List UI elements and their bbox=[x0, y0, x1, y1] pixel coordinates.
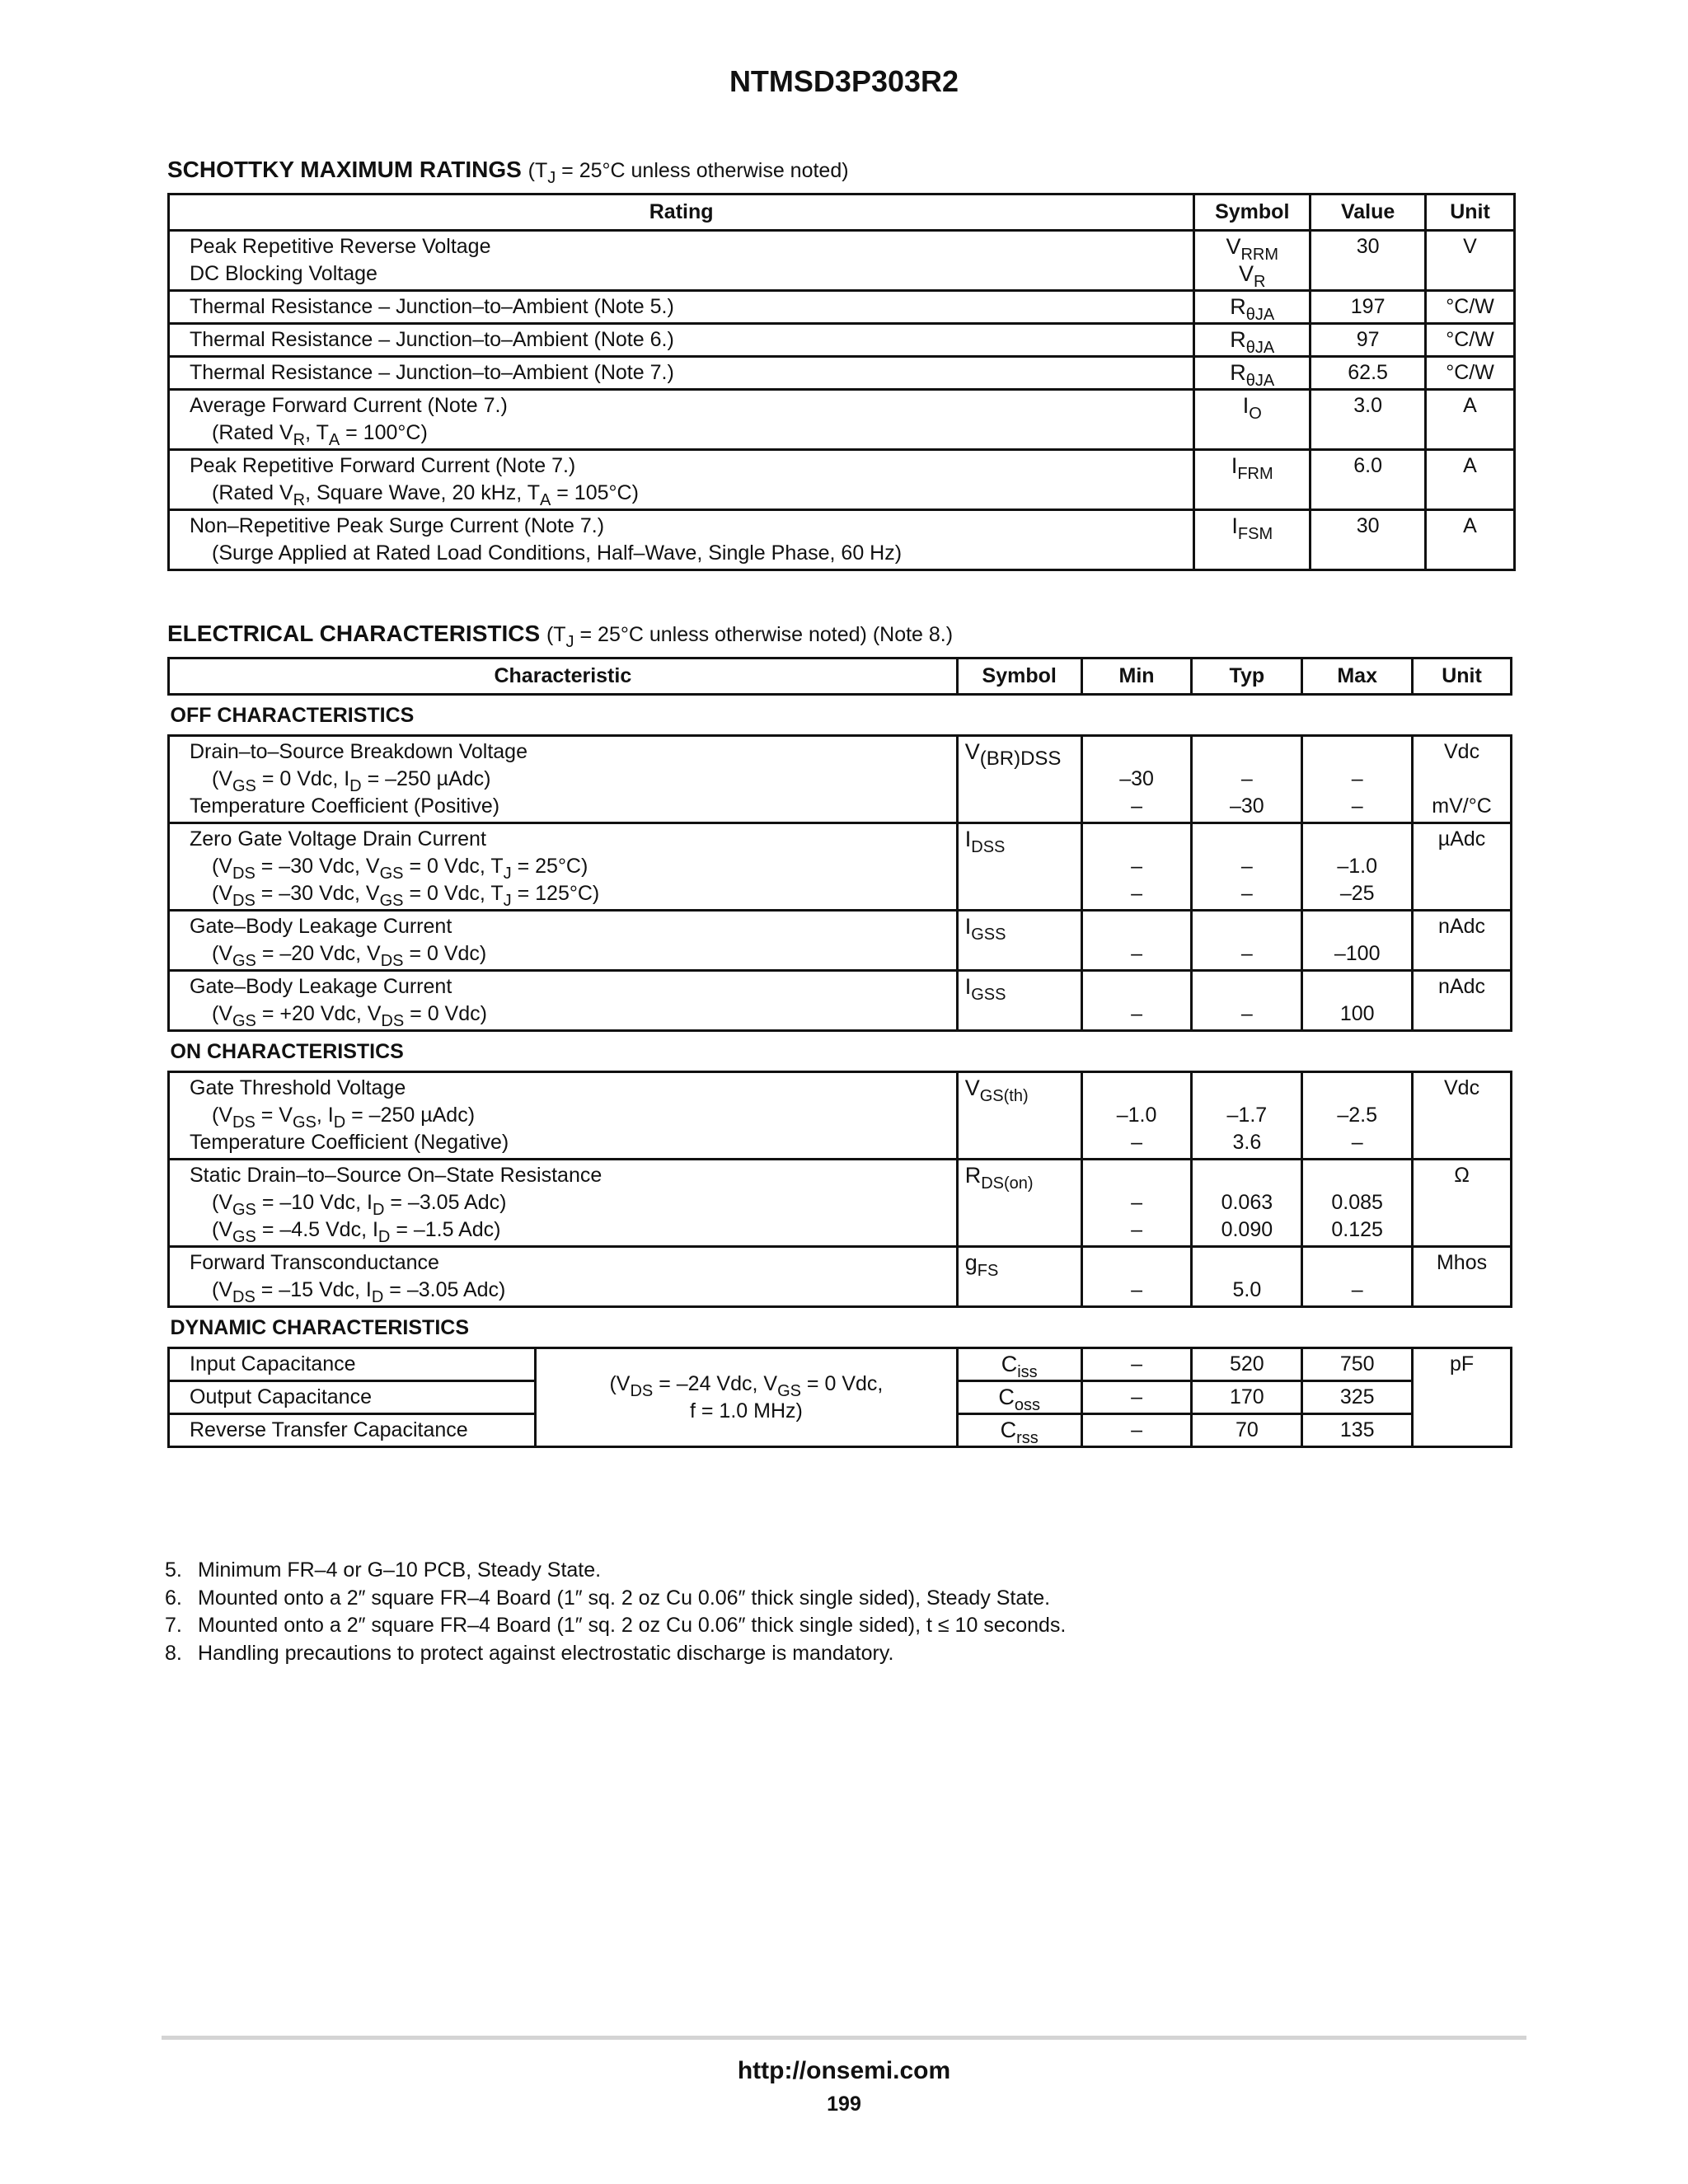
min-cell: – – bbox=[1081, 823, 1192, 911]
symbol-cell: $V_{RRM}$ $V_R$ bbox=[1194, 231, 1311, 291]
table-row bbox=[169, 450, 1515, 510]
unit-cell: µAdc bbox=[1413, 823, 1512, 911]
symbol-cell: $C_{iss}$ bbox=[957, 1348, 1081, 1381]
value-cell: 3.0 bbox=[1311, 390, 1426, 450]
typ-cell: – –30 bbox=[1192, 736, 1302, 823]
unit-cell: nAdc bbox=[1413, 911, 1512, 971]
table-row bbox=[169, 1072, 1512, 1160]
table-row bbox=[169, 231, 1515, 291]
value-cell: 6.0 bbox=[1311, 450, 1426, 510]
schottky-title: SCHOTTKY MAXIMUM RATINGS bbox=[167, 157, 522, 182]
footer-divider bbox=[162, 2036, 1526, 2040]
schottky-conditions: ($T_J = 25^\circ C$ unless otherwise noted) bbox=[528, 159, 849, 187]
footnotes bbox=[165, 1557, 1066, 1667]
unit-cell: Mhos bbox=[1413, 1247, 1512, 1307]
characteristic-cell: Gate–Body Leakage Current ($V_{GS} = -20$ Vdc, $V_{DS} = 0$ Vdc) bbox=[169, 911, 958, 971]
off-characteristics-heading: OFF CHARACTERISTICS bbox=[169, 695, 1512, 736]
value-cell: 30 bbox=[1311, 231, 1426, 291]
header-typ: Typ bbox=[1192, 658, 1302, 695]
min-cell: – bbox=[1081, 911, 1192, 971]
max-cell: –2.5 – bbox=[1302, 1072, 1413, 1160]
footnote: 8. Handling precautions to protect against electrostatic discharge is mandatory. bbox=[165, 1641, 894, 1665]
electrical-conditions: ($T_J = 25^\circ C$ unless otherwise noted) (Note 8.) bbox=[546, 623, 954, 651]
table-row bbox=[169, 1160, 1512, 1247]
rating-cell: Average Forward Current (Note 7.) (Rated $V_R$, $T_A = 100^\circ C$) bbox=[169, 390, 1194, 450]
page-title: NTMSD3P303R2 bbox=[729, 64, 959, 98]
footnote: 5. Minimum FR–4 or G–10 PCB, Steady State. bbox=[165, 1558, 602, 1582]
rating-cell: Thermal Resistance – Junction–to–Ambient (Note 5.) bbox=[169, 291, 1194, 324]
value-cell: 97 bbox=[1311, 324, 1426, 357]
symbol-cell: $I_{DSS}$ bbox=[957, 823, 1081, 911]
table-row bbox=[169, 291, 1515, 324]
typ-cell: 0.063 0.090 bbox=[1192, 1160, 1302, 1247]
unit-cell: A bbox=[1426, 510, 1515, 570]
symbol-cell: $R_{\theta JA}$ bbox=[1194, 291, 1311, 324]
max-cell: 100 bbox=[1302, 971, 1413, 1031]
header-symbol: Symbol bbox=[957, 658, 1081, 695]
characteristic-cell: Zero Gate Voltage Drain Current ($V_{DS} = -30$ Vdc, $V_{GS} = 0$ Vdc, $T_J = 25^\circ C$) ($V_{DS} = -30$ Vdc, $V_{GS} = 0$ Vdc, $T_J = 125^\circ C$) bbox=[169, 823, 958, 911]
header-symbol: Symbol bbox=[1194, 194, 1311, 231]
typ-cell: – bbox=[1192, 971, 1302, 1031]
schottky-ratings-table bbox=[167, 193, 1516, 571]
footer-url-link[interactable]: http://onsemi.com bbox=[737, 2057, 951, 2084]
unit-cell: A bbox=[1426, 450, 1515, 510]
symbol-cell: $C_{oss}$ bbox=[957, 1381, 1081, 1414]
symbol-cell: $I_{GSS}$ bbox=[957, 971, 1081, 1031]
table-row bbox=[169, 324, 1515, 357]
symbol-cell: $R_{DS(on)}$ bbox=[957, 1160, 1081, 1247]
table-row bbox=[169, 971, 1512, 1031]
max-cell: –100 bbox=[1302, 911, 1413, 971]
table-row bbox=[169, 911, 1512, 971]
unit-cell: °C/W bbox=[1426, 291, 1515, 324]
symbol-cell: $R_{\theta JA}$ bbox=[1194, 324, 1311, 357]
unit-cell: °C/W bbox=[1426, 357, 1515, 390]
characteristic-cell: Output Capacitance bbox=[169, 1381, 536, 1414]
typ-cell: – – bbox=[1192, 823, 1302, 911]
max-cell: 135 bbox=[1302, 1414, 1413, 1447]
test-conditions-cell: ($V_{DS} = -24$ Vdc, $V_{GS} = 0$ Vdc, f = 1.0 MHz) bbox=[536, 1348, 958, 1447]
header-max: Max bbox=[1302, 658, 1413, 695]
unit-cell: A bbox=[1426, 390, 1515, 450]
characteristic-cell: Reverse Transfer Capacitance bbox=[169, 1414, 536, 1447]
typ-cell: – bbox=[1192, 911, 1302, 971]
header-min: Min bbox=[1081, 658, 1192, 695]
max-cell: 750 bbox=[1302, 1348, 1413, 1381]
typ-cell: 5.0 bbox=[1192, 1247, 1302, 1307]
symbol-cell: $g_{FS}$ bbox=[957, 1247, 1081, 1307]
table-row bbox=[169, 390, 1515, 450]
electrical-characteristics-table bbox=[167, 657, 1512, 1448]
min-cell: – bbox=[1081, 971, 1192, 1031]
symbol-cell: $I_{FSM}$ bbox=[1194, 510, 1311, 570]
characteristic-cell: Drain–to–Source Breakdown Voltage ($V_{GS} = 0$ Vdc, $I_D = -250$ µAdc) Temperature Coefficient (Positive) bbox=[169, 736, 958, 823]
value-cell: 30 bbox=[1311, 510, 1426, 570]
group-row bbox=[169, 1307, 1512, 1348]
typ-cell: 170 bbox=[1192, 1381, 1302, 1414]
max-cell: 0.085 0.125 bbox=[1302, 1160, 1413, 1247]
symbol-cell: $I_{FRM}$ bbox=[1194, 450, 1311, 510]
table-header-row bbox=[169, 658, 1512, 695]
min-cell: – bbox=[1081, 1348, 1192, 1381]
rating-cell: Peak Repetitive Reverse Voltage DC Blocking Voltage bbox=[169, 231, 1194, 291]
rating-cell: Peak Repetitive Forward Current (Note 7.) (Rated $V_R$, Square Wave, 20 kHz, $T_A = 105^\circ C$) bbox=[169, 450, 1194, 510]
electrical-section-title bbox=[167, 621, 954, 651]
symbol-cell: $V_{(BR)DSS}$ bbox=[957, 736, 1081, 823]
min-cell: – bbox=[1081, 1247, 1192, 1307]
max-cell: – bbox=[1302, 1247, 1413, 1307]
characteristic-cell: Gate–Body Leakage Current ($V_{GS} = +20$ Vdc, $V_{DS} = 0$ Vdc) bbox=[169, 971, 958, 1031]
characteristic-cell: Static Drain–to–Source On–State Resistance ($V_{GS} = -10$ Vdc, $I_D = -3.05$ Adc) ($V_{GS} = -4.5$ Vdc, $I_D = -1.5$ Adc) bbox=[169, 1160, 958, 1247]
footnote: 7. Mounted onto a 2″ square FR–4 Board (1″ sq. 2 oz Cu 0.06″ thick single sided), t ≤ 10 seconds. bbox=[165, 1614, 1067, 1637]
rating-cell: Thermal Resistance – Junction–to–Ambient (Note 6.) bbox=[169, 324, 1194, 357]
on-characteristics-heading: ON CHARACTERISTICS bbox=[169, 1031, 1512, 1072]
table-row bbox=[169, 1348, 1512, 1381]
header-unit: Unit bbox=[1413, 658, 1512, 695]
symbol-cell: $I_{GSS}$ bbox=[957, 911, 1081, 971]
characteristic-cell: Forward Transconductance ($V_{DS} = -15$ Vdc, $I_D = -3.05$ Adc) bbox=[169, 1247, 958, 1307]
min-cell: – – bbox=[1081, 1160, 1192, 1247]
header-unit: Unit bbox=[1426, 194, 1515, 231]
min-cell: – bbox=[1081, 1414, 1192, 1447]
header-characteristic: Characteristic bbox=[169, 658, 958, 695]
max-cell: – – bbox=[1302, 736, 1413, 823]
footnote: 6. Mounted onto a 2″ square FR–4 Board (1″ sq. 2 oz Cu 0.06″ thick single sided), Steady State. bbox=[165, 1586, 1051, 1610]
electrical-title: ELECTRICAL CHARACTERISTICS bbox=[167, 621, 541, 646]
unit-cell: V bbox=[1426, 231, 1515, 291]
group-row bbox=[169, 695, 1512, 736]
rating-cell: Thermal Resistance – Junction–to–Ambient (Note 7.) bbox=[169, 357, 1194, 390]
unit-cell: Vdc mV/°C bbox=[1413, 736, 1512, 823]
table-row bbox=[169, 736, 1512, 823]
min-cell: –30 – bbox=[1081, 736, 1192, 823]
typ-cell: 70 bbox=[1192, 1414, 1302, 1447]
header-rating: Rating bbox=[169, 194, 1194, 231]
group-row bbox=[169, 1031, 1512, 1072]
unit-cell: pF bbox=[1413, 1348, 1512, 1447]
page-number: 199 bbox=[827, 2093, 861, 2116]
typ-cell: 520 bbox=[1192, 1348, 1302, 1381]
table-row bbox=[169, 357, 1515, 390]
symbol-cell: $I_O$ bbox=[1194, 390, 1311, 450]
unit-cell: nAdc bbox=[1413, 971, 1512, 1031]
table-row bbox=[169, 823, 1512, 911]
min-cell: – bbox=[1081, 1381, 1192, 1414]
characteristic-cell: Input Capacitance bbox=[169, 1348, 536, 1381]
value-cell: 197 bbox=[1311, 291, 1426, 324]
characteristic-cell: Gate Threshold Voltage ($V_{DS} = V_{GS}$, $I_D = -250$ µAdc) Temperature Coefficient (Negative) bbox=[169, 1072, 958, 1160]
value-cell: 62.5 bbox=[1311, 357, 1426, 390]
typ-cell: –1.7 3.6 bbox=[1192, 1072, 1302, 1160]
table-row bbox=[169, 510, 1515, 570]
unit-cell: Ω bbox=[1413, 1160, 1512, 1247]
min-cell: –1.0 – bbox=[1081, 1072, 1192, 1160]
max-cell: 325 bbox=[1302, 1381, 1413, 1414]
symbol-cell: $R_{\theta JA}$ bbox=[1194, 357, 1311, 390]
symbol-cell: $C_{rss}$ bbox=[957, 1414, 1081, 1447]
rating-cell: Non–Repetitive Peak Surge Current (Note 7.) (Surge Applied at Rated Load Conditions, Half–Wave, Single Phase, 60 Hz) bbox=[169, 510, 1194, 570]
schottky-section-title bbox=[167, 157, 849, 187]
table-header-row bbox=[169, 194, 1515, 231]
unit-cell: Vdc bbox=[1413, 1072, 1512, 1160]
symbol-cell: $V_{GS(th)}$ bbox=[957, 1072, 1081, 1160]
unit-cell: °C/W bbox=[1426, 324, 1515, 357]
dynamic-characteristics-heading: DYNAMIC CHARACTERISTICS bbox=[169, 1307, 1512, 1348]
header-value: Value bbox=[1311, 194, 1426, 231]
table-row bbox=[169, 1247, 1512, 1307]
max-cell: –1.0 –25 bbox=[1302, 823, 1413, 911]
